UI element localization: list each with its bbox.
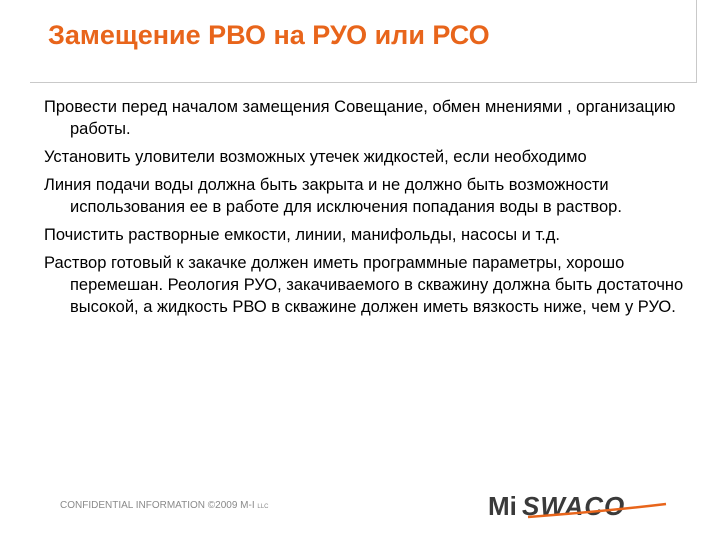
list-item: Установить уловители возможных утечек жидкостей, если необходимо [44,148,587,166]
list-item: Линия подачи воды должна быть закрыта и не должно быть возможности использования ее в работе для исключения попадания воды в раствор. [44,176,622,216]
logo-mi-text: Mi [488,491,517,520]
title-vertical-divider [696,0,697,82]
footer-llc: LLC [257,504,269,510]
list-item: Провести перед началом замещения Совещание, обмен мнениями , организацию работы. [44,98,676,138]
slide-title: Замещение РВО на РУО или РСО [48,20,490,50]
footer-text: CONFIDENTIAL INFORMATION ©2009 M-I [60,500,255,511]
list-item: Раствор готовый к закачке должен иметь программные параметры, хорошо перемешан. Реология РУО, закачиваемого в скважину должна быть достаточно высокой, а жидкость РВО в скважине должен иметь вязкость ниже, чем у РУО. [44,254,684,316]
title-horizontal-divider [30,82,697,83]
mi-swaco-logo [488,490,698,520]
footer-confidential [60,500,268,511]
bullet-list [44,96,694,324]
logo-swaco-text: SWACO [522,491,626,520]
list-item: Почистить растворные емкости, линии, манифольды, насосы и т.д. [44,226,560,244]
